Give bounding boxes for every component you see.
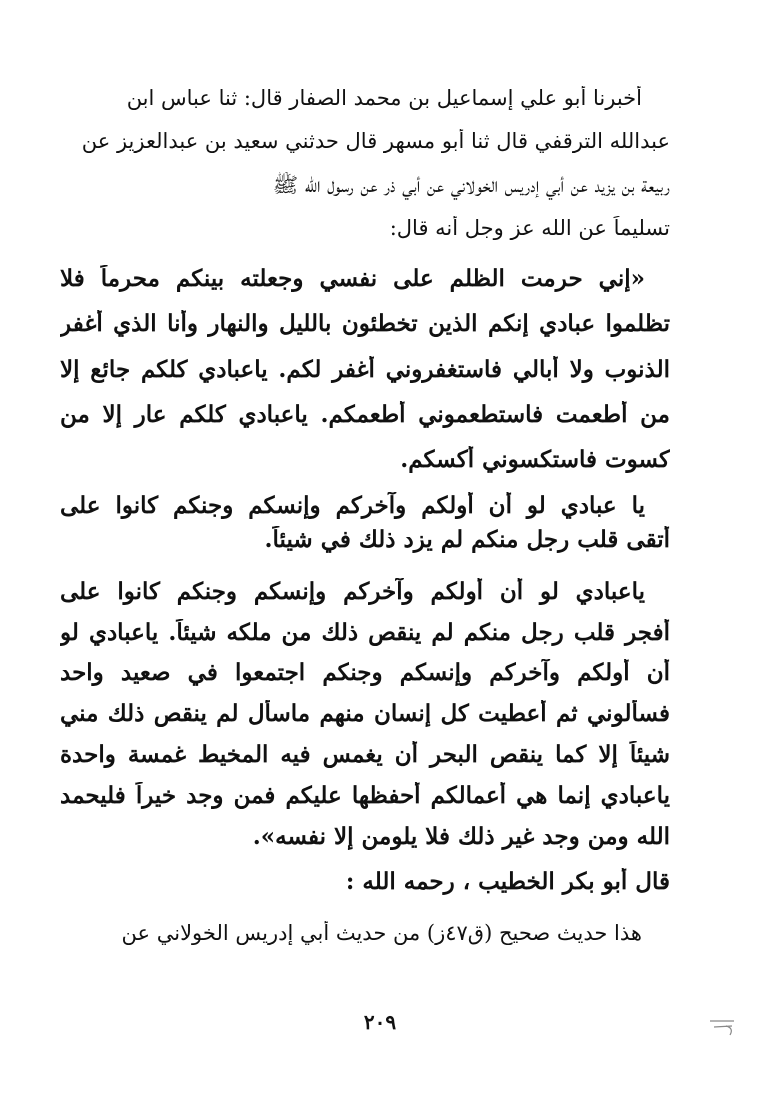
intro-line: تسليماً عن الله عز وجل أنه قال:: [389, 216, 670, 240]
hadith-line: الله ومن وجد غير ذلك فلا يلومن إلا نفسه».: [252, 823, 670, 850]
corner-mark-icon: [708, 1015, 738, 1037]
hadith-line: ياعبادي إنما هي أعمالكم أحفظها عليكم فمن وجد خيراً فليحمد: [60, 782, 670, 809]
khatib-line: قال أبو بكر الخطيب ، رحمه الله :: [345, 868, 670, 895]
hadith-line: «إني حرمت الظلم على نفسي وجعلته بينكم محرماً فلا: [60, 265, 645, 292]
hadith-line: شيئاً إلا كما ينقص البحر أن يغمس فيه المخيط غمسة واحدة: [60, 741, 670, 768]
intro-line: ربيعة بن يزيد عن أبي إدريس الخولاني عن أبي ذر عن رسول الله ﷺ: [272, 173, 670, 197]
intro-line: عبدالله الترقفي قال ثنا أبو مسهر قال حدثني سعيد بن عبدالعزيز عن: [81, 129, 670, 153]
hadith-line: يا عبادي لو أن أولكم وآخركم وإنسكم وجنكم كانوا على: [60, 492, 645, 519]
hadith-line: أفجر قلب رجل منكم لم ينقص ذلك من ملكه شيئاً. ياعبادي لو: [60, 619, 670, 646]
hadith-line: أتقى قلب رجل منكم لم يزد ذلك في شيئاً.: [264, 526, 670, 553]
intro-line: أخبرنا أبو علي إسماعيل بن محمد الصفار قال: ثنا عباس ابن: [126, 86, 642, 110]
hadith-line: من أطعمت فاستطعموني أطعمكم. ياعبادي كلكم عار إلا من: [60, 401, 670, 428]
hadith-line: ياعبادي لو أن أولكم وآخركم وإنسكم وجنكم كانوا على: [60, 578, 645, 605]
hadith-line: كسوت فاستكسوني أكسكم.: [400, 446, 670, 473]
hadith-line: تظلموا عبادي إنكم الذين تخطئون بالليل والنهار وأنا الذي أغفر: [60, 310, 670, 337]
hadith-line: الذنوب ولا أبالي فاستغفروني أغفر لكم. ياعبادي كلكم جائع إلا: [60, 356, 670, 383]
page-number: ٢٠٩: [363, 1010, 397, 1034]
final-line: هذا حديث صحيح (ق٤٧ز) من حديث أبي إدريس الخولاني عن: [121, 921, 642, 945]
hadith-line: أن أولكم وآخركم وإنسكم وجنكم اجتمعوا في صعيد واحد: [60, 659, 670, 686]
hadith-line: فسألوني ثم أعطيت كل إنسان منهم ماسأل لم ينقص ذلك مني: [60, 700, 670, 727]
